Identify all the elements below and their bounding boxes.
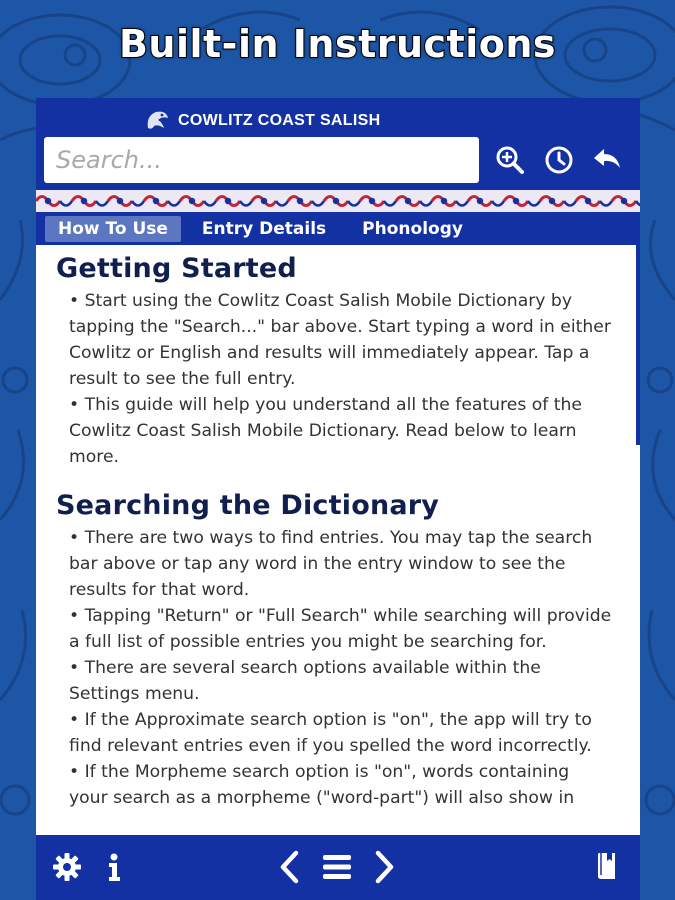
instructions-content[interactable] [36, 245, 640, 835]
previous-chevron-icon [277, 850, 301, 884]
scrollbar[interactable] [636, 245, 640, 445]
history-clock-icon [543, 144, 575, 176]
bookmark-book-icon [595, 851, 619, 883]
tab-phonology[interactable]: Phonology [362, 218, 463, 239]
next-chevron-icon [373, 850, 397, 884]
section-searching-dictionary [56, 490, 620, 811]
app-screen [36, 98, 640, 900]
zoom-in-button[interactable] [492, 142, 528, 178]
salmon-logo-icon [144, 108, 170, 134]
paragraph: • If the Morpheme search option is "on", words containing your search as a morpheme ("word-part") will also show in [69, 762, 575, 808]
paragraph: • There are two ways to find entries. You may tap the search bar above or tap any word in the entry window to see the results for that word. [69, 528, 593, 600]
menu-icon [321, 852, 353, 882]
section-heading: Searching the Dictionary [56, 490, 440, 521]
search-input[interactable] [44, 137, 479, 183]
menu-button[interactable] [319, 849, 355, 885]
paragraph: • There are several search options available within the Settings menu. [69, 658, 541, 704]
bottom-toolbar [36, 835, 640, 900]
info-icon [106, 852, 122, 882]
decorative-pattern-strip [36, 190, 640, 212]
settings-gear-icon [51, 851, 83, 883]
history-button[interactable] [541, 142, 577, 178]
paragraph: • Tapping "Return" or "Full Search" while searching will provide a full list of possible entries you might be searching for. [69, 606, 612, 652]
section-heading: Getting Started [56, 253, 297, 284]
app-title-bar [144, 108, 380, 134]
back-button[interactable] [589, 142, 625, 178]
previous-button[interactable] [274, 849, 304, 885]
paragraph: • This guide will help you understand all the features of the Cowlitz Coast Salish Mobile Dictionary. Read below to learn more. [69, 395, 582, 467]
tab-entry-details[interactable]: Entry Details [201, 218, 327, 239]
bookmarks-button[interactable] [592, 849, 622, 885]
paragraph: • If the Approximate search option is "on", the app will try to find relevant entries even if you spelled the word incorrectly. [69, 710, 592, 756]
app-title: COWLITZ COAST SALISH [178, 112, 381, 129]
paragraph: • Start using the Cowlitz Coast Salish Mobile Dictionary by tapping the "Search..." bar above. Start typing a word in either Cowlitz or English and results will immediately appear. Tap a result to see the full entry. [69, 291, 611, 389]
section-getting-started [56, 253, 620, 470]
tab-bar [36, 212, 640, 245]
settings-button[interactable] [50, 849, 84, 885]
tab-how-to-use[interactable]: How To Use [45, 216, 181, 242]
banner-title: Built-in Instructions [118, 22, 557, 66]
app-header [36, 98, 640, 245]
info-button[interactable] [104, 849, 124, 885]
back-arrow-icon [591, 144, 623, 176]
zoom-in-icon [494, 144, 526, 176]
next-button[interactable] [370, 849, 400, 885]
